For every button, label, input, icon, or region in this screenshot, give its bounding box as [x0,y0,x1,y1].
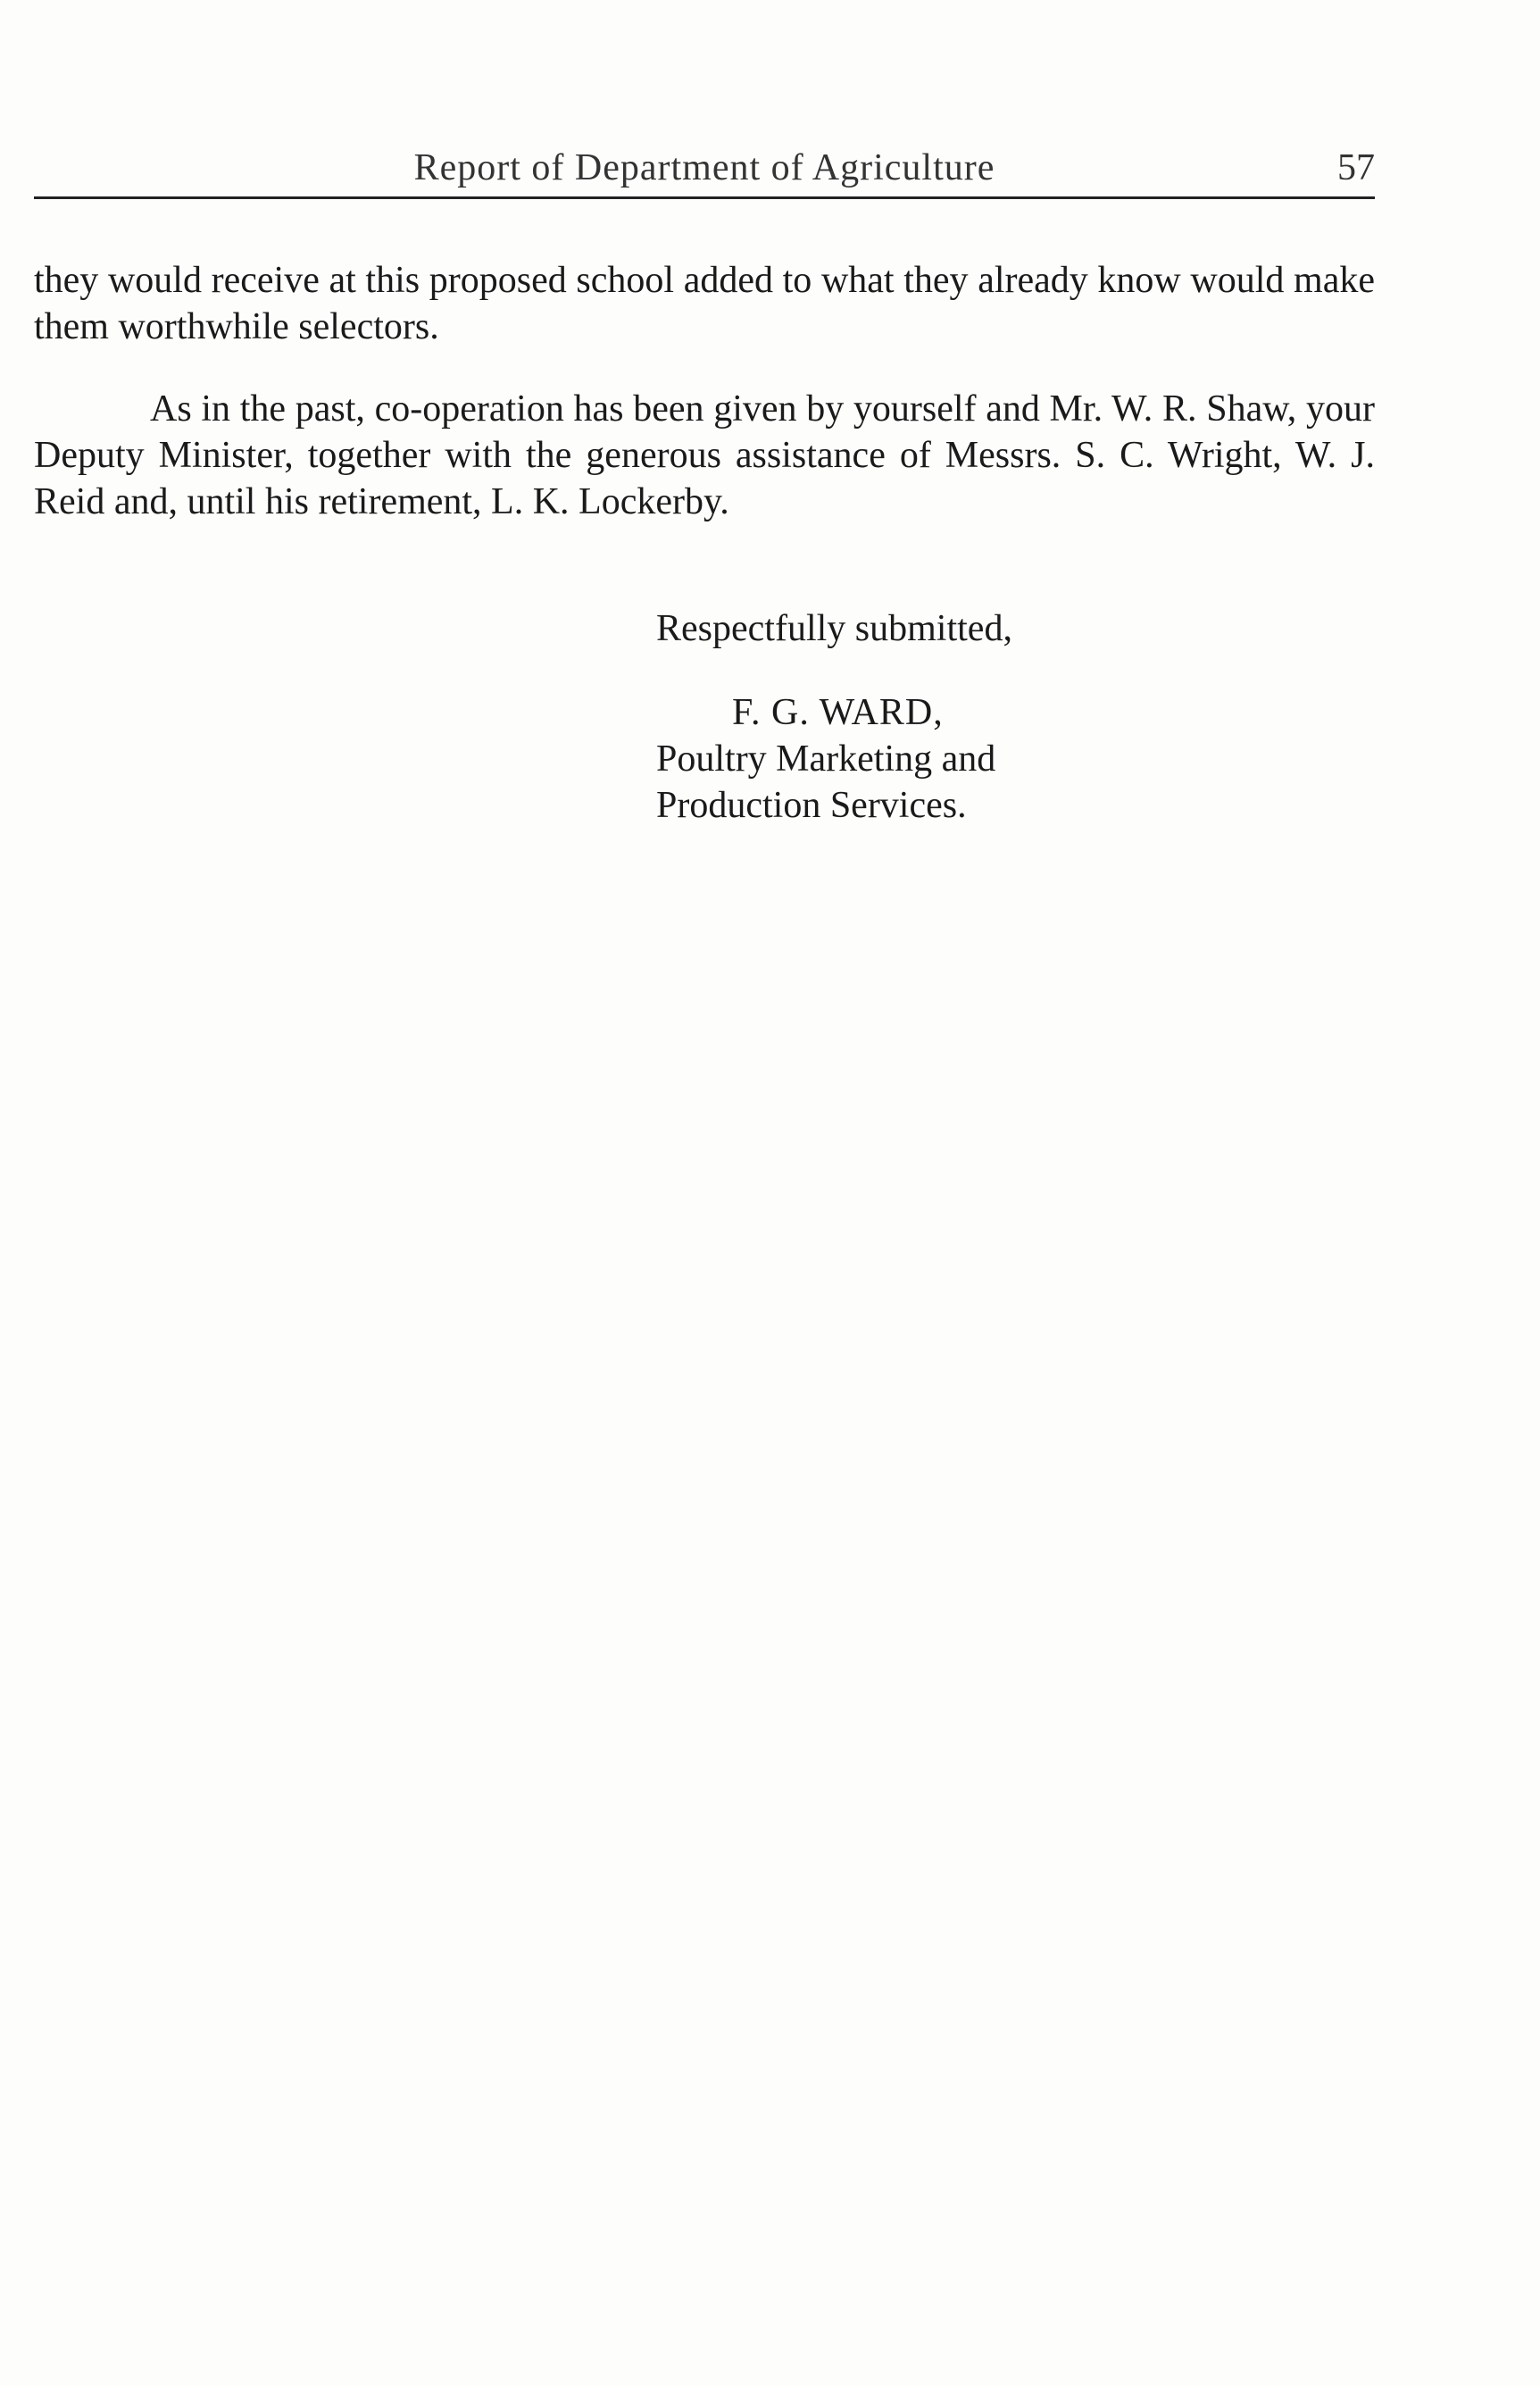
signatory-name: F. G. WARD, [732,692,944,733]
running-header [34,143,1375,199]
closing-block [656,605,1012,829]
body-text [34,257,1375,561]
signature-block [656,689,1012,829]
paragraph-continuation: they would receive at this proposed school added to what they already know would make them worthwhile selectors. [34,260,1375,347]
closing-salutation: Respectfully submitted, [656,608,1012,649]
signatory-title-line-2: Production Services. [656,785,967,826]
page-number: 57 [1337,147,1375,188]
paragraph-acknowledgement: As in the past, co-operation has been given by yourself and Mr. W. R. Shaw, your Deputy Minister, together with the generous assistance of Messrs. S. C. Wright, W. J. Reid and, until his retirement, L. K. Lockerby. [34,388,1375,522]
running-title: Report of Department of Agriculture [413,147,995,188]
signatory-title-line-1: Poultry Marketing and [656,738,996,780]
